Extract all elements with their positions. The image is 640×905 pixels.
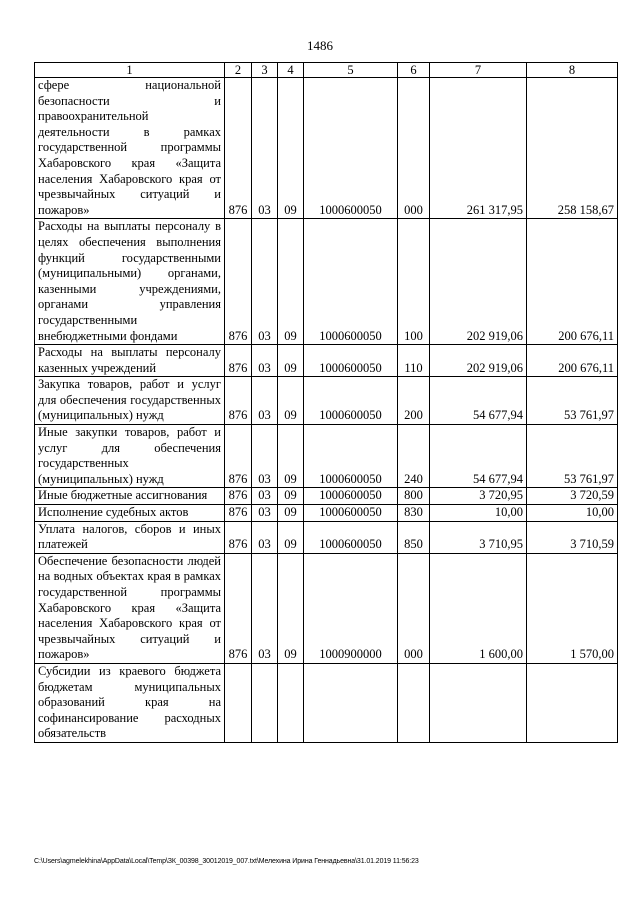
- column-header: 3: [252, 63, 278, 78]
- row-name: Закупка товаров, работ и услуг для обеспечения государственных (муниципальных) нужд: [35, 377, 225, 425]
- row-csr: 1000600050: [304, 425, 398, 488]
- row-name: Иные бюджетные ассигнования: [35, 488, 225, 505]
- row-sum-2: 1 570,00: [527, 553, 618, 663]
- row-name: сфере национальной безопасности и правоохранительной деятельности в рамках государственной программы Хабаровского края «Защита населения Хабаровского края от чрезвычайных ситуаций и пожаров»: [35, 78, 225, 219]
- row-csr: 1000600050: [304, 505, 398, 522]
- row-rz: 03: [252, 219, 278, 345]
- row-ved: 876: [225, 425, 252, 488]
- table-row: [35, 553, 618, 663]
- row-sum-1: 3 710,95: [430, 521, 527, 553]
- row-rz: 03: [252, 553, 278, 663]
- row-vr: 850: [398, 521, 430, 553]
- row-sum-1: 54 677,94: [430, 377, 527, 425]
- row-ved: 876: [225, 345, 252, 377]
- row-sum-1: [430, 663, 527, 742]
- column-header: 2: [225, 63, 252, 78]
- row-ved: 876: [225, 505, 252, 522]
- table-row: [35, 219, 618, 345]
- row-pr: 09: [278, 377, 304, 425]
- row-ved: 876: [225, 377, 252, 425]
- row-ved: 876: [225, 488, 252, 505]
- row-vr: 000: [398, 553, 430, 663]
- row-rz: 03: [252, 521, 278, 553]
- column-header: 7: [430, 63, 527, 78]
- row-ved: 876: [225, 553, 252, 663]
- header-row: [35, 63, 618, 78]
- row-pr: 09: [278, 345, 304, 377]
- row-ved: [225, 663, 252, 742]
- row-vr: 830: [398, 505, 430, 522]
- row-name: Исполнение судебных актов: [35, 505, 225, 522]
- row-ved: 876: [225, 78, 252, 219]
- row-vr: [398, 663, 430, 742]
- row-rz: 03: [252, 377, 278, 425]
- row-name: Субсидии из краевого бюджета бюджетам муниципальных образований края на софинансирование расходных обязательств: [35, 663, 225, 742]
- row-sum-2: 53 761,97: [527, 377, 618, 425]
- row-csr: 1000600050: [304, 219, 398, 345]
- row-name: Расходы на выплаты персоналу в целях обеспечения выполнения функций государственными (муниципальными) органами, казенными учреждениями, органами управления государственными внебюджетными фондами: [35, 219, 225, 345]
- page-number: 1486: [307, 38, 333, 53]
- row-vr: 240: [398, 425, 430, 488]
- row-sum-1: 10,00: [430, 505, 527, 522]
- row-csr: 1000600050: [304, 521, 398, 553]
- column-header: 8: [527, 63, 618, 78]
- row-csr: 1000600050: [304, 488, 398, 505]
- row-ved: 876: [225, 219, 252, 345]
- row-pr: 09: [278, 521, 304, 553]
- row-ved: 876: [225, 521, 252, 553]
- row-pr: 09: [278, 425, 304, 488]
- row-pr: 09: [278, 505, 304, 522]
- table-row: [35, 521, 618, 553]
- row-csr: 1000600050: [304, 78, 398, 219]
- row-pr: [278, 663, 304, 742]
- row-name: Иные закупки товаров, работ и услуг для обеспечения государственных (муниципальных) нужд: [35, 425, 225, 488]
- column-header: 6: [398, 63, 430, 78]
- row-vr: 100: [398, 219, 430, 345]
- row-sum-1: 261 317,95: [430, 78, 527, 219]
- row-vr: 800: [398, 488, 430, 505]
- footer-file-path: C:\Users\agmelekhina\AppData\Local\Temp\ЗК_00398_30012019_007.txt\Мелехина Ирина Геннадьевна\31.01.2019 11:56:23: [34, 858, 419, 865]
- row-sum-2: 200 676,11: [527, 345, 618, 377]
- row-sum-1: 202 919,06: [430, 345, 527, 377]
- row-sum-1: 3 720,95: [430, 488, 527, 505]
- row-csr: 1000600050: [304, 345, 398, 377]
- row-sum-1: 54 677,94: [430, 425, 527, 488]
- row-name: Расходы на выплаты персоналу казенных учреждений: [35, 345, 225, 377]
- row-sum-2: 53 761,97: [527, 425, 618, 488]
- row-vr: 200: [398, 377, 430, 425]
- table-row: [35, 377, 618, 425]
- column-header: 1: [35, 63, 225, 78]
- row-csr: 1000600050: [304, 377, 398, 425]
- row-csr: 1000900000: [304, 553, 398, 663]
- row-sum-2: [527, 663, 618, 742]
- row-csr: [304, 663, 398, 742]
- row-sum-2: 3 720,59: [527, 488, 618, 505]
- row-rz: [252, 663, 278, 742]
- row-pr: 09: [278, 78, 304, 219]
- table-row: [35, 488, 618, 505]
- row-sum-2: 3 710,59: [527, 521, 618, 553]
- row-vr: 110: [398, 345, 430, 377]
- row-sum-2: 258 158,67: [527, 78, 618, 219]
- table-row: [35, 425, 618, 488]
- table-row: [35, 663, 618, 742]
- row-pr: 09: [278, 553, 304, 663]
- row-rz: 03: [252, 345, 278, 377]
- table-row: [35, 345, 618, 377]
- row-pr: 09: [278, 488, 304, 505]
- row-rz: 03: [252, 488, 278, 505]
- column-header: 4: [278, 63, 304, 78]
- budget-table: [34, 62, 618, 743]
- row-vr: 000: [398, 78, 430, 219]
- table-row: [35, 505, 618, 522]
- row-name: Уплата налогов, сборов и иных платежей: [35, 521, 225, 553]
- row-sum-1: 1 600,00: [430, 553, 527, 663]
- row-rz: 03: [252, 505, 278, 522]
- column-header: 5: [304, 63, 398, 78]
- row-rz: 03: [252, 78, 278, 219]
- row-sum-2: 200 676,11: [527, 219, 618, 345]
- row-sum-2: 10,00: [527, 505, 618, 522]
- row-name: Обеспечение безопасности людей на водных объектах края в рамках государственной программы Хабаровского края «Защита населения Хабаровского края от чрезвычайных ситуаций и пожаров»: [35, 553, 225, 663]
- row-pr: 09: [278, 219, 304, 345]
- table-row: [35, 78, 618, 219]
- row-sum-1: 202 919,06: [430, 219, 527, 345]
- row-rz: 03: [252, 425, 278, 488]
